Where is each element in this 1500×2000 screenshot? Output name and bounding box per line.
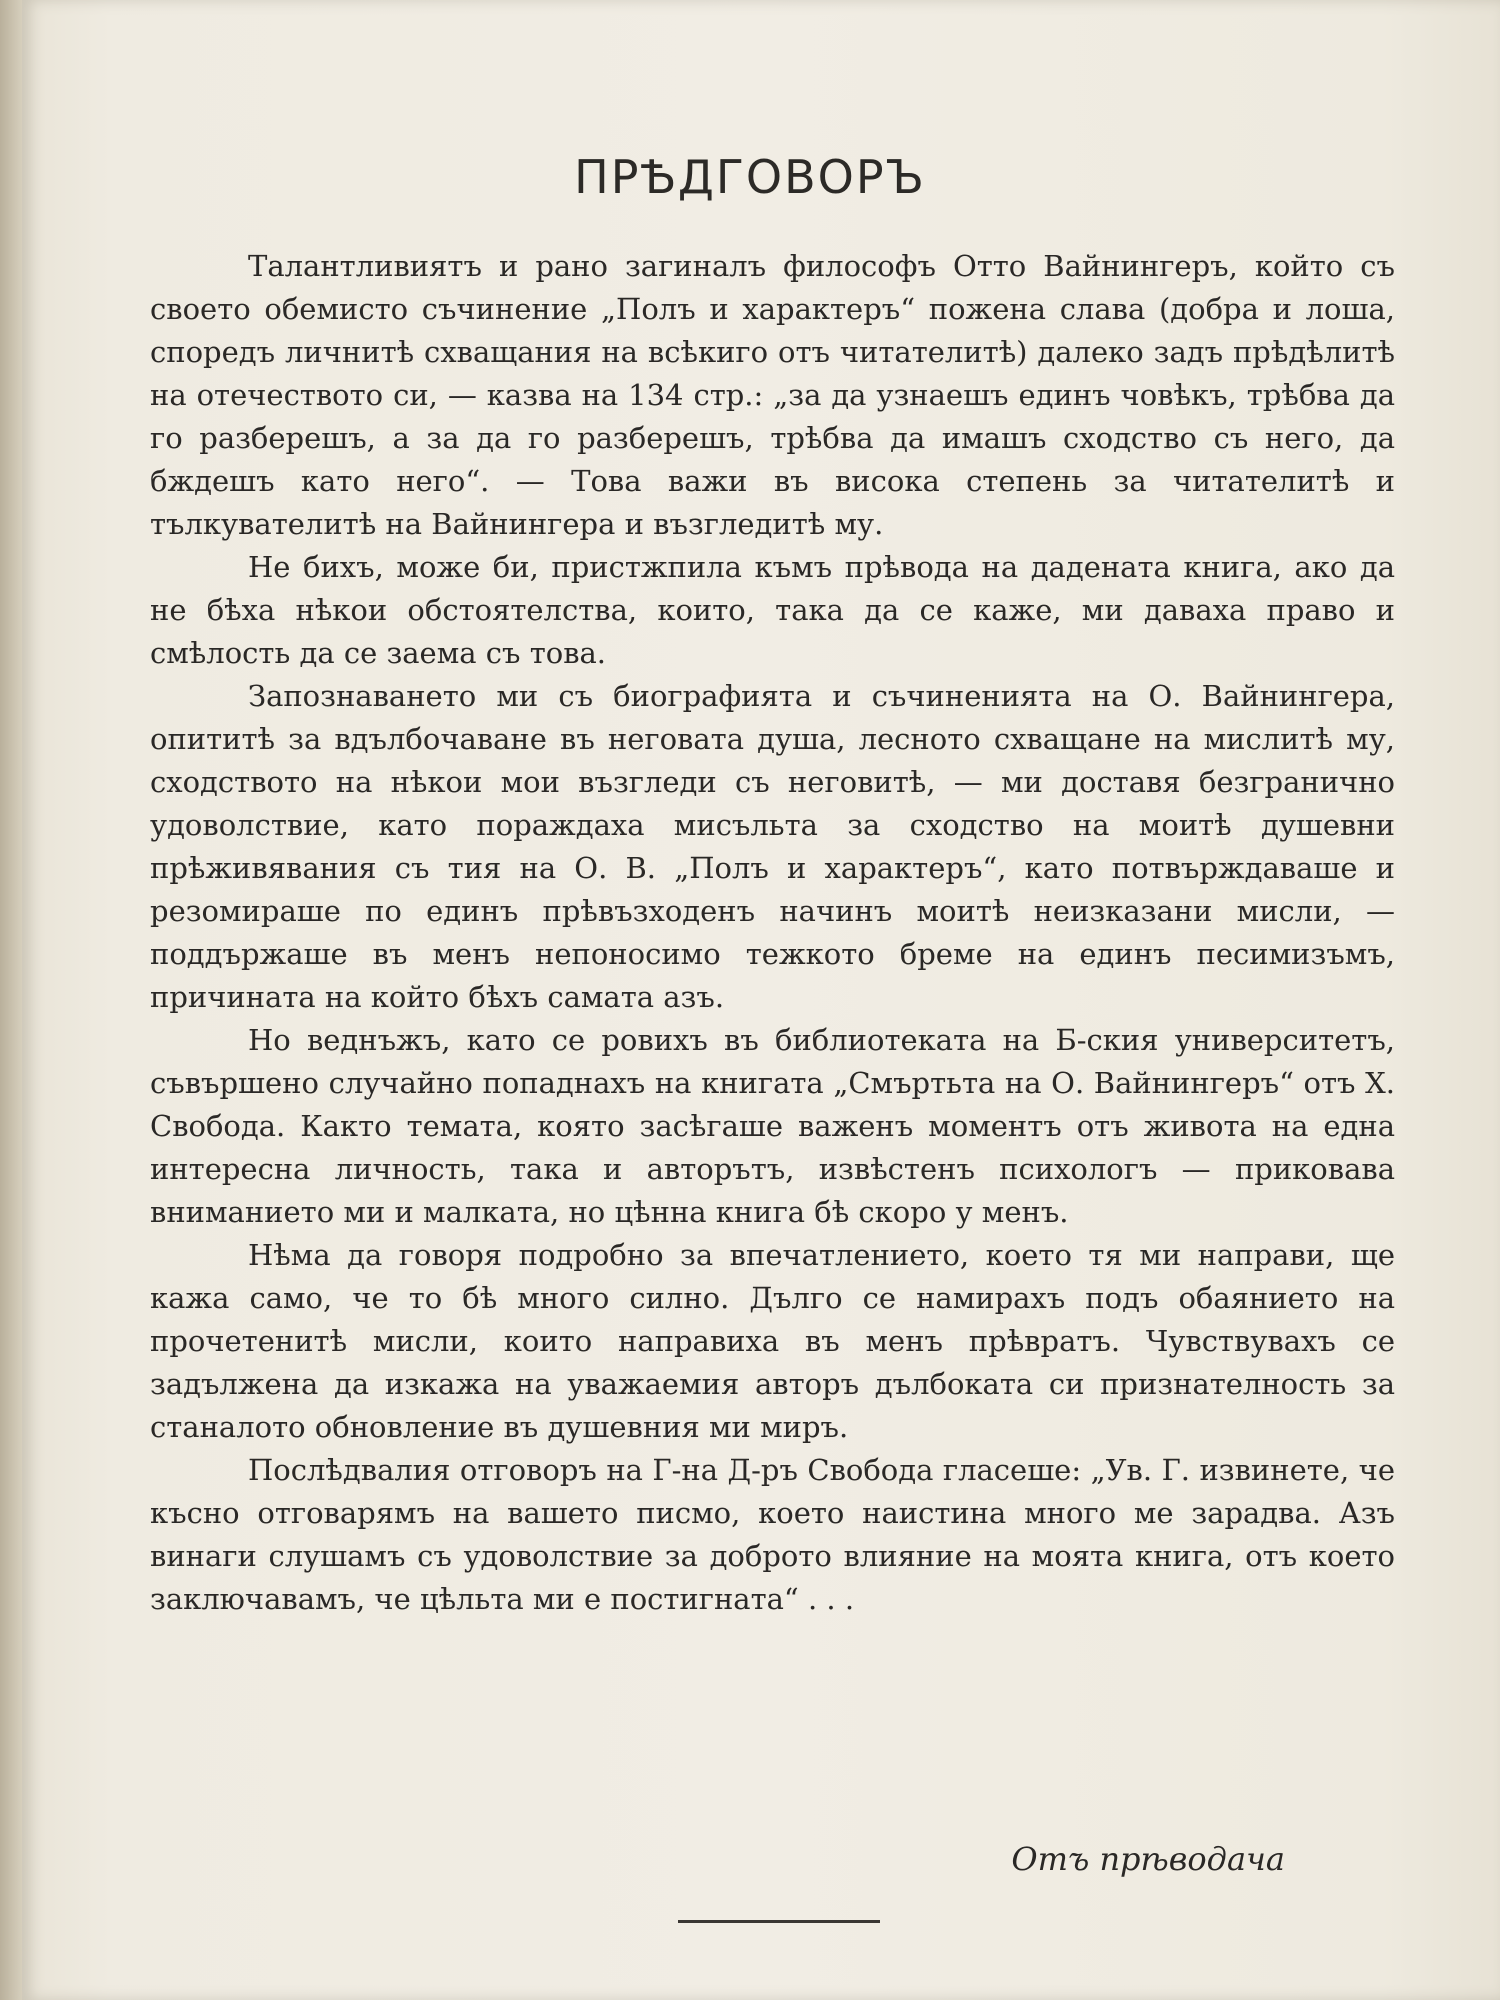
paragraph: Но веднъжъ, като се ровихъ въ библиотеката на Б-ския университетъ, съвършено случайно попаднахъ на книгата „Смъртьта на О. Вайнингеръ“ отъ Х. Свобода. Както темата, която засѣгаше важенъ моментъ отъ живота на една интересна личность, така и авторътъ, извѣстенъ психологъ — приковава вниманието ми и малката, но цѣнна книга бѣ скоро у менъ. — [150, 1023, 1395, 1229]
paragraph: Не бихъ, може би, пристжпила къмъ прѣвода на дадената книга, ако да не бѣха нѣкои обстоятелства, които, така да се каже, ми даваха право и смѣлость да се заема съ това. — [150, 550, 1395, 670]
page-title: ПРѢДГОВОРЪ — [574, 150, 926, 204]
paragraph: Послѣдвалия отговоръ на Г-на Д-ръ Свобода гласеше: „Ув. Г. извинете, че късно отговарямъ на вашето писмо, което наистина много ме зарадва. Азъ винаги слушамъ съ удоволствие за доброто влияние на моята книга, отъ което заключавамъ, че цѣльта ми е постигната“ . . . — [150, 1453, 1395, 1616]
translator-signature: Отъ прѣводача — [1011, 1840, 1285, 1878]
paragraph: Нѣма да говоря подробно за впечатлението, което тя ми направи, ще кажа само, че то бѣ много силно. Дълго се намирахъ подъ обаянието на прочетенитѣ мисли, които направиха въ менъ прѣвратъ. Чувствувахъ се задължена да изкажа на уважаемия авторъ дълбоката си признателность за станалото обновление въ душевния ми миръ. — [150, 1238, 1395, 1444]
closing-divider — [678, 1920, 880, 1923]
book-spine-shadow — [0, 0, 22, 2000]
paragraph: Запознаването ми съ биографията и съчиненията на О. Вайнингера, опититѣ за вдълбочаване въ неговата душа, лесното схващане на мислитѣ му, сходството на нѣкои мои възгледи съ неговитѣ, — ми доставя безгранично удоволствие, като пораждаха мисъльта за сходство на моитѣ душевни прѣживявания съ тия на О. В. „Полъ и характеръ“, като потвърждаваше и резомираше по единъ прѣвъзходенъ начинъ моитѣ неизказани мисли, — поддържаше въ менъ непоносимо тежкото бреме на единъ песимизъмъ, причината на който бѣхъ самата азъ. — [150, 679, 1395, 1014]
paragraph: Талантливиятъ и рано загиналъ философъ Отто Вайнингеръ, който съ своето обемисто съчинение „Полъ и характеръ“ пожена слава (добра и лоша, споредъ личнитѣ схващания на всѣкиго отъ читателитѣ) далеко задъ прѣдѣлитѣ на отечеството си, — казва на 134 стр.: „за да узнаешъ единъ човѣкъ, трѣбва да го разберешъ, а за да го разберешъ, трѣбва да имашъ сходство съ него, да бждешъ като него“. — Това важи въ висока степень за читателитѣ и тълкувателитѣ на Вайнингера и възгледитѣ му. — [150, 249, 1395, 541]
preface-body — [150, 245, 1395, 1621]
